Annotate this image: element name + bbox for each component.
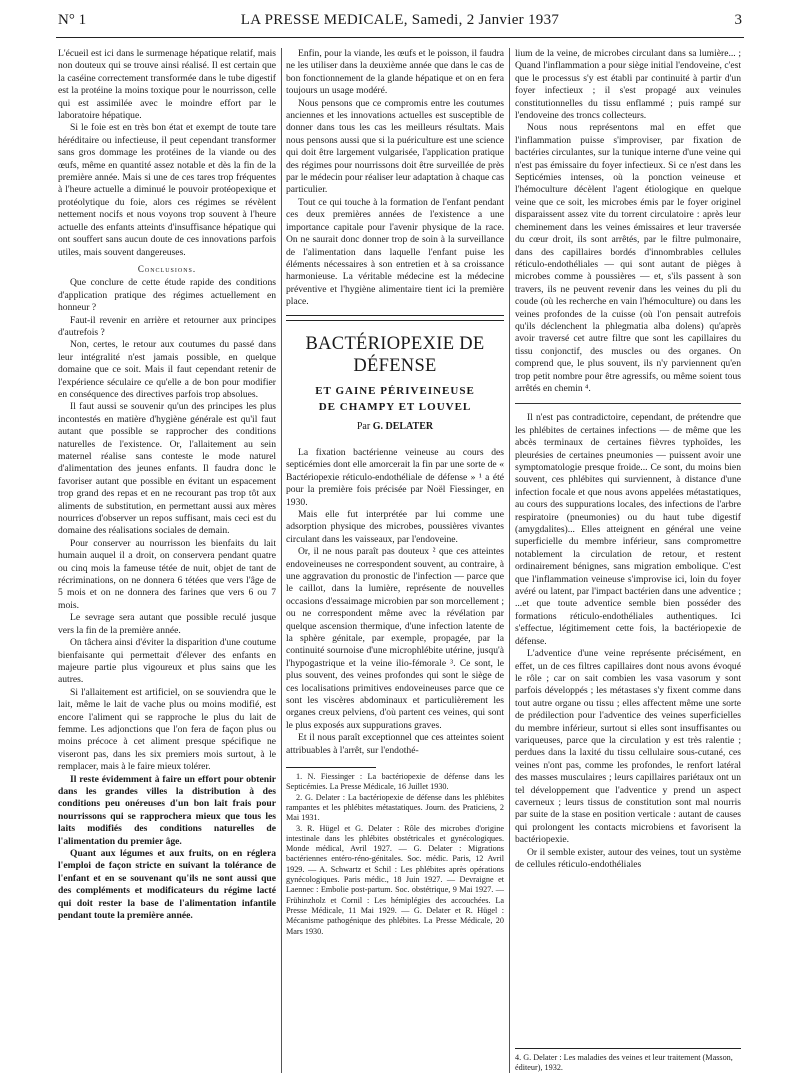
footnote-right (515, 1048, 741, 1074)
footnote: 1. N. Fiessinger : La bactériopexie de défense dans les Septicémies. La Presse Médicale, 16 Juillet 1930. (286, 772, 504, 792)
paragraph: Si l'allaitement est artificiel, on se souviendra que le lait, même le lait de vache plus ou moins modifié, est encore l'aliment qui se rapproche le plus du lait de femme. Les adjonctions que l'on fera de façon plus ou moins précoce à cet aliment presque spécifique ne viseront pas, dans les six premiers mois surtout, à le remplacer, mais à le faire mieux tolérer. (58, 686, 276, 773)
paragraph: Que conclure de cette étude rapide des conditions d'application pratique des régimes actuellement en honneur ? (58, 277, 276, 314)
author: G. DELATER (372, 420, 434, 432)
publication-line: LA PRESSE MEDICALE, Samedi, 2 Janvier 1937 (240, 12, 560, 28)
paragraph: Il faut aussi se souvenir qu'un des principes les plus incontestés en matière d'hygiène générale est qu'il faut autant que possible se rapprocher des conditions naturelles de l'existence. Or, l'allaitement au sein maternel réalise sans conteste le mode naturel d'alimentation des jeunes enfants. Il faudra donc le favoriser autant que possible en évitant un espacement trop grand des repas et en ne recourant pas trop tôt aux aliments de substitution, en permettant aussi aux mères nourrices d'observer un repos suffisant, mais ceci est du domaine des réalisations sociales de demain. (58, 401, 276, 537)
article-subtitle: DE CHAMPY ET LOUVEL (318, 400, 472, 413)
paragraph: Or il semble exister, autour des veines, tout un système de cellules réticulo-endothéliales (515, 846, 741, 870)
article-title-block (286, 333, 504, 433)
paragraph: Si le foie est en très bon état et exempt de toute tare héréditaire ou infectieuse, il peut cependant transformer sans gros dommage les protéines de la viande ou des œufs, même en quantité assez notable et dès la fin de la première année. Mais si une de ces tares trop fréquentes à l'heure actuelle a diminué le pouvoir protéopexique et protéolytique du foie, alors ces régimes se révèlent nettement nocifs et nous voyons trop souvent à l'heure actuelle des enfants atteints d'insuffisance hépatique qui ont souffert sans aucun doute de ces innovations parfois utiles, mais souvent dangereuses. (58, 122, 276, 258)
article-rule-thin (286, 320, 504, 321)
paragraph: lium de la veine, de microbes circulant dans sa lumière... ; Quand l'inflammation a pour siège initial l'endoveine, c'est que le processus s'y est établi par continuité à partir d'un foyer infectieux ; il s'est propagé aux veinules constitutionnelles du tissu enflammé ; puis rampé sur l'endoveine des troncs collecteurs. (515, 48, 741, 122)
column-divider (281, 48, 282, 1073)
paragraph: Enfin, pour la viande, les œufs et le poisson, il faudra ne les utiliser dans la deuxième année que dans le cas de bon fonctionnement de la glande hépatique et on en fera toujours un usage modéré. (286, 48, 504, 97)
section-separator (515, 403, 741, 404)
paragraph: L'adventice d'une veine représente précisément, en effet, un de ces filtres capillaires dont nous avons évoqué le rôle ; car on sait combien les vasa vasorum y sont parfois développés ; les métastases s'y fixent comme dans tout autre organe ou tissu ; elles affectent même une sorte de prédilection pour l'adventice des veines superficielles du membre inférieur, surtout si elles sont insuffisantes ou variqueuses, parce que la circulation y est très ralentie ; perdues dans la laxité du tissu cellulaire sous-cutané, ces veines n'ont pas, comme les profondes, le renfort latéral des masses musculaires ; leurs capillaires pariétaux ont un tel développement que l'adventice y prend un aspect caverneux ; leurs tissus de constitution sont mal nourris par suite de la stase en position verticale : autant de causes qui prolongent les contacts microbiens et favorisent la bactériopexie. (515, 648, 741, 846)
paragraph: Pour conserver au nourrisson les bienfaits du lait humain auquel il a droit, on conservera pendant quatre ou cinq mois la fameuse tétée de nuit, objet de tant de récriminations, on ne donnera 6 tétées que vers l'âge de 5 mois et on ne donnera des farines que vers 6 ou 7 mois. (58, 537, 276, 611)
footnote: 3. R. Hügel et G. Delater : Rôle des microbes d'origine intestinale dans les phlébites obstétricales et gynécologiques. Monde médical, Avril 1927. — G. Delater : Migrations bactériennes entéro-réno-génitales. Soc. médic. Paris, 12 Avril 1929. — A. Schwartz et Schil : Les phlébites après opérations gynécologiques. Paris médic., 18 Juin 1927. — Devraigne et Laennec : Embolie post-partum. Soc. obstétrique, 9 Mai 1927. — Frühinzholz et Cornil : Les hémiplégies des accouchées. La Presse Médicale, 11 Mai 1929. — G. Delater et R. Hügel : Mécanisme pathogénique des phlébites. La Presse Médicale, 20 Mars 1930. (286, 823, 504, 936)
paragraph: Or, il ne nous paraît pas douteux ² que ces atteintes endoveineuses ne correspondent souvent, au contraire, à une aggravation du pronostic de l'infection — parce que le caillot, dans la lumière, représente de nouvelles occasions d'essaimage microbien par son morcellement ; ou ne correspondent même avec la révélation par quelque ascension thermique, d'une infection latente de la sphère génitale, par exemple, propagée, par la continuité sournoise d'une microphlébite utérine, jusqu'à l'hypogastrique et la veine ilio-fémorale ³. Ce sont, le plus souvent, des veines profondes qui sont le siège de ces localisations primitives endoveineuses parce que ce sont les viscères abdominaux et particulièrement les organes creux pelviens, d'où partent ces veines, qui sont le plus exposés aux suppurations graves. (286, 546, 504, 731)
paragraph: Nous pensons que ce compromis entre les coutumes anciennes et les innovations actuelles est susceptible de donner dans tous les cas les meilleurs résultats. Mais nous pensons aussi que si la puériculture est une science qui doit être largement vulgarisée, l'application pratique des régimes pour nourrissons doit être surveillée de près par le médecin pour réaliser leur adaptation à chaque cas particulier. (286, 97, 504, 196)
byline-prefix: Par (356, 420, 371, 432)
article-rule (286, 315, 504, 316)
footnote-rule (515, 1048, 741, 1049)
article-subtitle: ET GAINE PÉRIVEINEUSE (315, 384, 475, 397)
paragraph: L'écueil est ici dans le surmenage hépatique relatif, mais non douteux qui se trouve ainsi réalisé. Il est certain que la caséine correctement transformée dans le tube digestif est la protéine la moins toxique pour le nourrisson, celle qui est assimilée avec le moindre effort par le laboratoire hépatique. (58, 48, 276, 122)
page-number: 3 (734, 12, 742, 28)
footnotes (286, 772, 504, 937)
bold-section (58, 774, 276, 923)
paragraph: Il n'est pas contradictoire, cependant, de prétendre que les phlébites de certaines infections — de même que les abcès terminaux de certaines fièvres typhoïdes, les pleurésies de certaines pneumonies — puissent avoir une symptomatologie presque froide... Ce sont, du moins bien souvent, ces phlébites qui surviennent, à distance d'une infection focale et que nous avons appelées métastatiques, au cours des suppurations locales, des infections de l'arbre respiratoire (pneumonies) ou du haut tube digestif (amygdalites)... Elles atteignent en général une veine superficielle du membre inférieur, sans compromettre notablement la circulation de retour, et restent ordinairement bénignes, sans migration embolique. C'est que l'inflammation veineuse s'improvise ici, loin du foyer avéré ou latent, par l'impact bactérien dans une adventice ; ...et que toute adventice semble bien posséder des formations réticulo-endothéliales authentiques. Ici s'effectue, légitimement cette fois, la bactériopexie de défense. (515, 412, 741, 647)
byline (286, 421, 504, 433)
column-left (58, 48, 276, 922)
page-header (58, 8, 742, 32)
paragraph: Et il nous paraît exceptionnel que ces atteintes soient attribuables à l'arrêt, sur l'endothé- (286, 732, 504, 756)
paragraph: Tout ce qui touche à la formation de l'enfant pendant ces deux premières années de l'existence a une importance capitale pour l'avenir physique de la race. On ne saurait donc donner trop de soin à la surveillance de l'alimentation dans laquelle l'enfant puise les éléments nécessaires à son entretien et à sa croissance harmonieuse. La véritable médecine est la médecine préventive et l'hygiène alimentaire tient ici la première place. (286, 196, 504, 308)
footnote: 4. G. Delater : Les maladies des veines et leur traitement (Masson, éditeur), 1932. (515, 1053, 733, 1073)
column-right (515, 48, 741, 871)
paragraph: Faut-il revenir en arrière et retourner aux principes d'autrefois ? (58, 314, 276, 338)
column-divider (509, 48, 510, 1073)
column-middle (286, 48, 504, 937)
article-title: BACTÉRIOPEXIE DE DÉFENSE (305, 333, 485, 376)
issue-number: N° 1 (58, 12, 87, 28)
paragraph: Nous nous représentons mal en effet que l'inflammation puisse s'improviser, par fixation de bactéries circulantes, sur la tunique interne d'une veine qui n'est pas émissaire du foyer infectieux. Si ce n'est dans les Septicémies intenses, où la ponction veineuse et l'hémoculture décèlent l'agent étiologique en quelque veine que ce soit, les microbes émis par le foyer originel disparaissent assez vite du torrent circulatoire : après leur cheminement dans les veines émissaires et leur traversée du cœur droit, ils sont arrêtés, par le filtre pulmonaire, dans des capillaires bordés d'innombrables cellules réticulo-endothéliales — qui sont autant de pièges à microbes comme à poussières — et, s'ils passent à son travers, ils ne peuvent revenir dans les veines du pli du coude (où les recherche en vain l'hémoculture) ou dans les veines profondes de la cuisse (où l'on pensait autrefois qu'ils déclenchent la phlegmatia alba dolens) qu'après avoir traversé cet autre filtre que sont les capillaires du tissu conjonctif, des muscles ou des organes. On comprend que, le plus souvent, ils n'y parviennent qu'en trop petit nombre pour être agressifs, ou même soient tous arrêtés en chemin ⁴. (515, 122, 741, 394)
footnote: 2. G. Delater : La bactériopexie de défense dans les phlébites rampantes et les phlébites métastatiques. Journ. des Praticiens, 2 Mai 1931. (286, 792, 504, 823)
paragraph: On tâchera ainsi d'éviter la disparition d'une coutume bienfaisante qui permettait d'élever des enfants en majeure partie plus vigoureux et plus sains que les autres. (58, 637, 276, 686)
paragraph: Le sevrage sera autant que possible reculé jusque vers la fin de la première année. (58, 612, 276, 636)
footnote-rule (286, 767, 376, 768)
paragraph: Non, certes, le retour aux coutumes du passé dans leur intégralité n'est jamais possible, en quelque domaine que ce soit. Mais il faut cependant retenir de l'expérience séculaire ce qu'elle a de bon pour modifier en conséquence des directives parfois trop absolues. (58, 339, 276, 400)
header-rule (56, 37, 744, 38)
section-heading: Conclusions. (137, 263, 197, 274)
paragraph: Il reste évidemment à faire un effort pour obtenir dans les grandes villes la distribution à des conditions peu onéreuses d'un bon lait frais pour nourrissons qui se rapprochera mieux que tous les laits modifiés des conditions naturelles de l'alimentation du premier âge. (58, 773, 276, 847)
paragraph: Quant aux légumes et aux fruits, on en réglera l'emploi de façon stricte en suivant la tolérance de l'enfant et en se souvenant qu'ils ne sont aussi que des compléments et modificateurs du régime lacté qui doit rester la base de l'alimentation infantile pendant toute la première année. (58, 848, 276, 922)
paragraph: La fixation bactérienne veineuse au cours des septicémies dont elle amorcerait la fin par une sorte de « Bactériopexie réticulo-endothéliale de défense » ¹ a été pour la première fois précisée par Noël Fiessinger, en 1930. (286, 446, 504, 508)
paragraph: Mais elle fut interprétée par lui comme une adsorption physique des microbes, poussières vivantes circulant dans les vaisseaux, par l'endoveine. (286, 508, 504, 545)
